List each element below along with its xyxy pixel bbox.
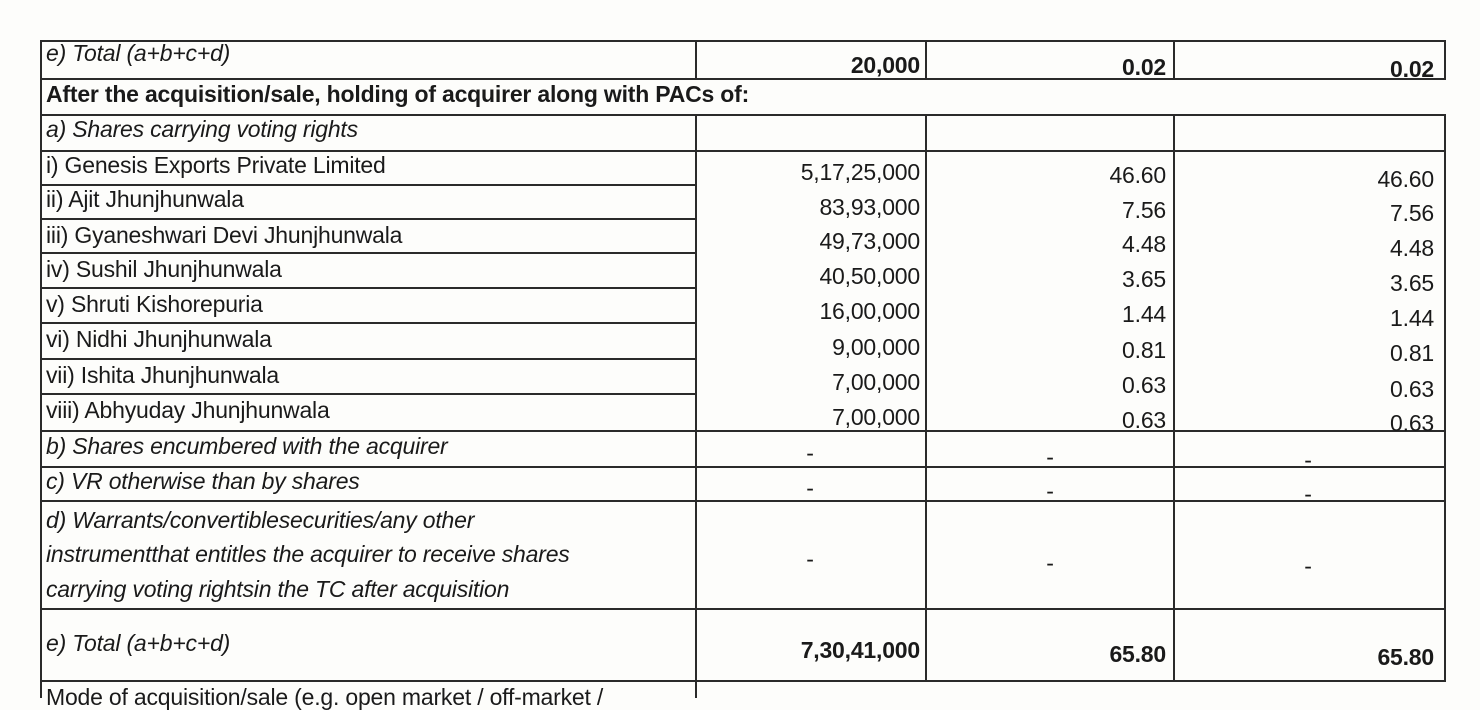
row-c-label: c) VR otherwise than by shares	[46, 468, 360, 494]
row-d-shares: -	[806, 546, 814, 572]
row-b-pct-diluted: -	[1304, 447, 1312, 473]
top-total-pct-share-capital: 0.02	[1122, 54, 1166, 80]
row-c-pct-diluted: -	[1304, 481, 1312, 507]
holder-shares: 9,00,000	[832, 334, 920, 360]
holder-pct-diluted: 3.65	[1390, 270, 1434, 296]
holder-shares: 7,00,000	[832, 369, 920, 395]
holder-pct-share-capital: 0.81	[1122, 337, 1166, 363]
bottom-total-pct-diluted: 65.80	[1377, 644, 1434, 670]
bottom-total-pct-share-capital: 65.80	[1109, 641, 1166, 667]
row-divider	[40, 358, 696, 360]
row-divider	[40, 322, 696, 324]
top-total-shares: 20,000	[850, 52, 920, 78]
column-divider	[695, 40, 697, 78]
holder-pct-diluted: 1.44	[1390, 305, 1434, 331]
column-divider	[1444, 40, 1446, 78]
bottom-total-label: e) Total (a+b+c+d)	[46, 630, 231, 656]
column-divider	[925, 114, 927, 680]
top-total-pct-diluted: 0.02	[1390, 56, 1434, 82]
holder-shares: 16,00,000	[819, 298, 920, 324]
row-divider	[40, 680, 1446, 682]
holder-name: iv) Sushil Jhunjhunwala	[46, 256, 282, 282]
row-divider	[40, 393, 696, 395]
holder-shares: 49,73,000	[819, 228, 920, 254]
holder-name: v) Shruti Kishorepuria	[46, 291, 263, 317]
holder-pct-share-capital: 0.63	[1122, 372, 1166, 398]
column-divider	[925, 40, 927, 78]
column-divider	[1173, 114, 1175, 680]
row-b-pct-share-capital: -	[1046, 444, 1054, 470]
row-b-label: b) Shares encumbered with the acquirer	[46, 433, 448, 459]
holder-pct-diluted: 0.63	[1390, 376, 1434, 402]
column-divider	[695, 114, 697, 698]
holder-pct-share-capital: 4.48	[1122, 231, 1166, 257]
row-c-pct-share-capital: -	[1046, 478, 1054, 504]
column-divider	[1173, 40, 1175, 78]
row-c-shares: -	[806, 475, 814, 501]
row-d-label-line1: d) Warrants/convertiblesecurities/any other	[46, 507, 475, 533]
holder-pct-share-capital: 7.56	[1122, 197, 1166, 223]
top-total-label: e) Total (a+b+c+d)	[46, 40, 231, 66]
row-d-pct-share-capital: -	[1046, 550, 1054, 576]
row-divider	[40, 608, 1446, 610]
holder-pct-diluted: 0.63	[1390, 410, 1434, 436]
row-b-shares: -	[806, 440, 814, 466]
holder-name: vii) Ishita Jhunjhunwala	[46, 362, 279, 388]
column-divider	[1444, 114, 1446, 680]
holder-pct-share-capital: 46.60	[1109, 162, 1166, 188]
holder-name: iii) Gyaneshwari Devi Jhunjhunwala	[46, 222, 403, 248]
row-divider	[40, 218, 696, 220]
holder-name: ii) Ajit Jhunjhunwala	[46, 186, 244, 212]
column-divider	[40, 40, 42, 698]
holder-name: viii) Abhyuday Jhunjhunwala	[46, 397, 330, 423]
row-divider	[40, 252, 696, 254]
row-d-pct-diluted: -	[1304, 553, 1312, 579]
bottom-total-shares: 7,30,41,000	[800, 637, 920, 663]
holder-pct-share-capital: 3.65	[1122, 266, 1166, 292]
holder-pct-share-capital: 1.44	[1122, 301, 1166, 327]
holder-shares: 5,17,25,000	[800, 159, 920, 185]
section-a-label: a) Shares carrying voting rights	[46, 116, 358, 142]
holder-pct-diluted: 46.60	[1377, 166, 1434, 192]
holder-pct-share-capital: 0.63	[1122, 407, 1166, 433]
holder-shares: 83,93,000	[819, 194, 920, 220]
holder-shares: 7,00,000	[832, 404, 920, 430]
holder-pct-diluted: 0.81	[1390, 340, 1434, 366]
holder-pct-diluted: 7.56	[1390, 200, 1434, 226]
after-acquisition-heading: After the acquisition/sale, holding of acquirer along with PACs of:	[46, 81, 750, 107]
row-d-label-line2: instrumentthat entitles the acquirer to receive shares	[46, 541, 570, 567]
holder-shares: 40,50,000	[819, 263, 920, 289]
holder-pct-diluted: 4.48	[1390, 235, 1434, 261]
row-divider	[40, 287, 696, 289]
row-d-label-line3: carrying voting rightsin the TC after acquisition	[46, 576, 510, 602]
holder-name: vi) Nidhi Jhunjhunwala	[46, 326, 272, 352]
row-divider	[40, 40, 1446, 42]
cut-off-row-text: Mode of acquisition/sale (e.g. open market / off-market /	[46, 684, 604, 710]
row-divider	[40, 500, 1446, 502]
holder-name: i) Genesis Exports Private Limited	[46, 152, 386, 178]
